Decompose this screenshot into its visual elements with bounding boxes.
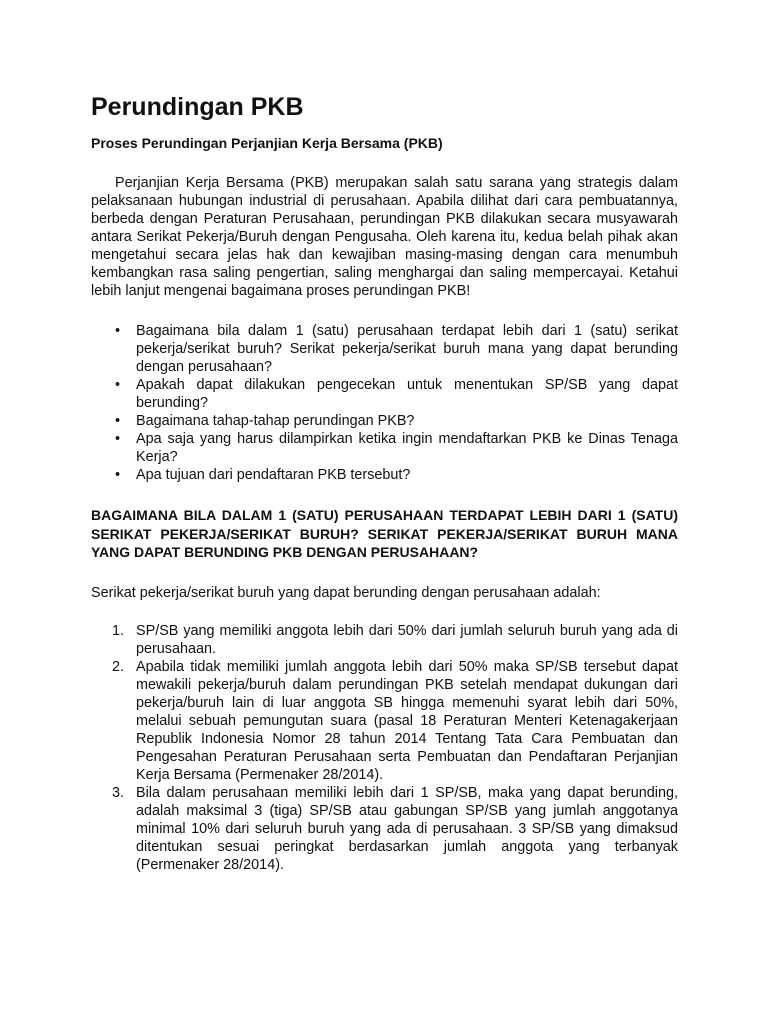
item-number: 1. (112, 622, 125, 639)
question-text: Bagaimana tahap-tahap perundingan PKB? (136, 413, 415, 429)
document-page (91, 92, 678, 874)
question-text: Apa saja yang harus dilampirkan ketika ingin mendaftarkan PKB ke Dinas Tenaga Kerja? (136, 431, 678, 465)
question-text: Bagaimana bila dalam 1 (satu) perusahaan terdapat lebih dari 1 (satu) serikat pekerja/serikat buruh? Serikat pekerja/serikat buruh mana yang dapat berunding dengan perusahaan? (136, 323, 678, 375)
answer-text: Bila dalam perusahaan memiliki lebih dari 1 SP/SB, maka yang dapat berunding, adalah maksimal 3 (tiga) SP/SB atau gabungan SP/SB yang jumlah anggotanya minimal 10% dari seluruh buruh yang ada di perusahaan. 3 SP/SB yang dimaksud ditentukan sesuai peringkat berdasarkan jumlah anggota yang terbanyak (Permenaker 28/2014). (136, 784, 678, 873)
list-item (91, 658, 678, 784)
question-text: Apakah dapat dilakukan pengecekan untuk menentukan SP/SB yang dapat berunding? (136, 377, 678, 411)
page-title: Perundingan PKB (91, 93, 304, 121)
list-item (91, 412, 678, 430)
page-subtitle: Proses Perundingan Perjanjian Kerja Bersama (PKB) (91, 135, 443, 151)
answer-text: Apabila tidak memiliki jumlah anggota lebih dari 50% maka SP/SB tersebut dapat mewakili pekerja/buruh dalam perundingan PKB setelah mendapat dukungan dari pekerja/buruh lain di luar anggota SB hingga memenuhi syarat lebih dari 50%, melalui sebuah pemungutan suara (pasal 18 Peraturan Menteri Ketenagakerjaan Republik Indonesia Nomor 28 tahun 2014 Tentang Tata Cara Pembuatan dan Pengesahan Peraturan Perusahaan serta Pembuatan dan Pendaftaran Perjanjian Kerja Bersama (Permenaker 28/2014). (136, 658, 678, 783)
list-item (91, 622, 678, 658)
answer-list (91, 622, 678, 874)
bullet-icon: • (115, 431, 121, 447)
bullet-icon: • (115, 377, 121, 393)
question-list (91, 322, 678, 484)
section-heading: BAGAIMANA BILA DALAM 1 (SATU) PERUSAHAAN TERDAPAT LEBIH DARI 1 (SATU) SERIKAT PEKERJA/SERIKAT BURUH? SERIKAT PEKERJA/SERIKAT BURUH MANA YANG DAPAT BERUNDING PKB DENGAN PERUSAHAAN? (91, 507, 678, 560)
bullet-icon: • (115, 467, 121, 483)
bullet-icon: • (115, 323, 121, 339)
list-item (91, 466, 678, 484)
bullet-icon: • (115, 413, 121, 429)
list-item (91, 322, 678, 376)
section-lead: Serikat pekerja/serikat buruh yang dapat berunding dengan perusahaan adalah: (91, 584, 601, 601)
list-item (91, 376, 678, 412)
intro-paragraph: Perjanjian Kerja Bersama (PKB) merupakan salah satu sarana yang strategis dalam pelaksanaan hubungan industrial di perusahaan. Apabila dilihat dari cara pembuatannya, berbeda dengan Peraturan Perusahaan, perundingan PKB dilakukan secara musyawarah antara Serikat Pekerja/Buruh dengan Pengusaha. Oleh karena itu, kedua belah pihak akan mengetahui secara jelas hak dan kewajiban masing-masing dengan cara menumbuh kembangkan rasa saling pengertian, saling menghargai dan saling mempercayai. Ketahui lebih lanjut mengenai bagaimana proses perundingan PKB! (91, 175, 678, 299)
question-text: Apa tujuan dari pendaftaran PKB tersebut? (136, 467, 411, 483)
list-item (91, 784, 678, 874)
list-item (91, 430, 678, 466)
item-number: 3. (112, 784, 125, 801)
answer-text: SP/SB yang memiliki anggota lebih dari 50% dari jumlah seluruh buruh yang ada di perusahaan. (136, 622, 678, 657)
item-number: 2. (112, 658, 125, 675)
